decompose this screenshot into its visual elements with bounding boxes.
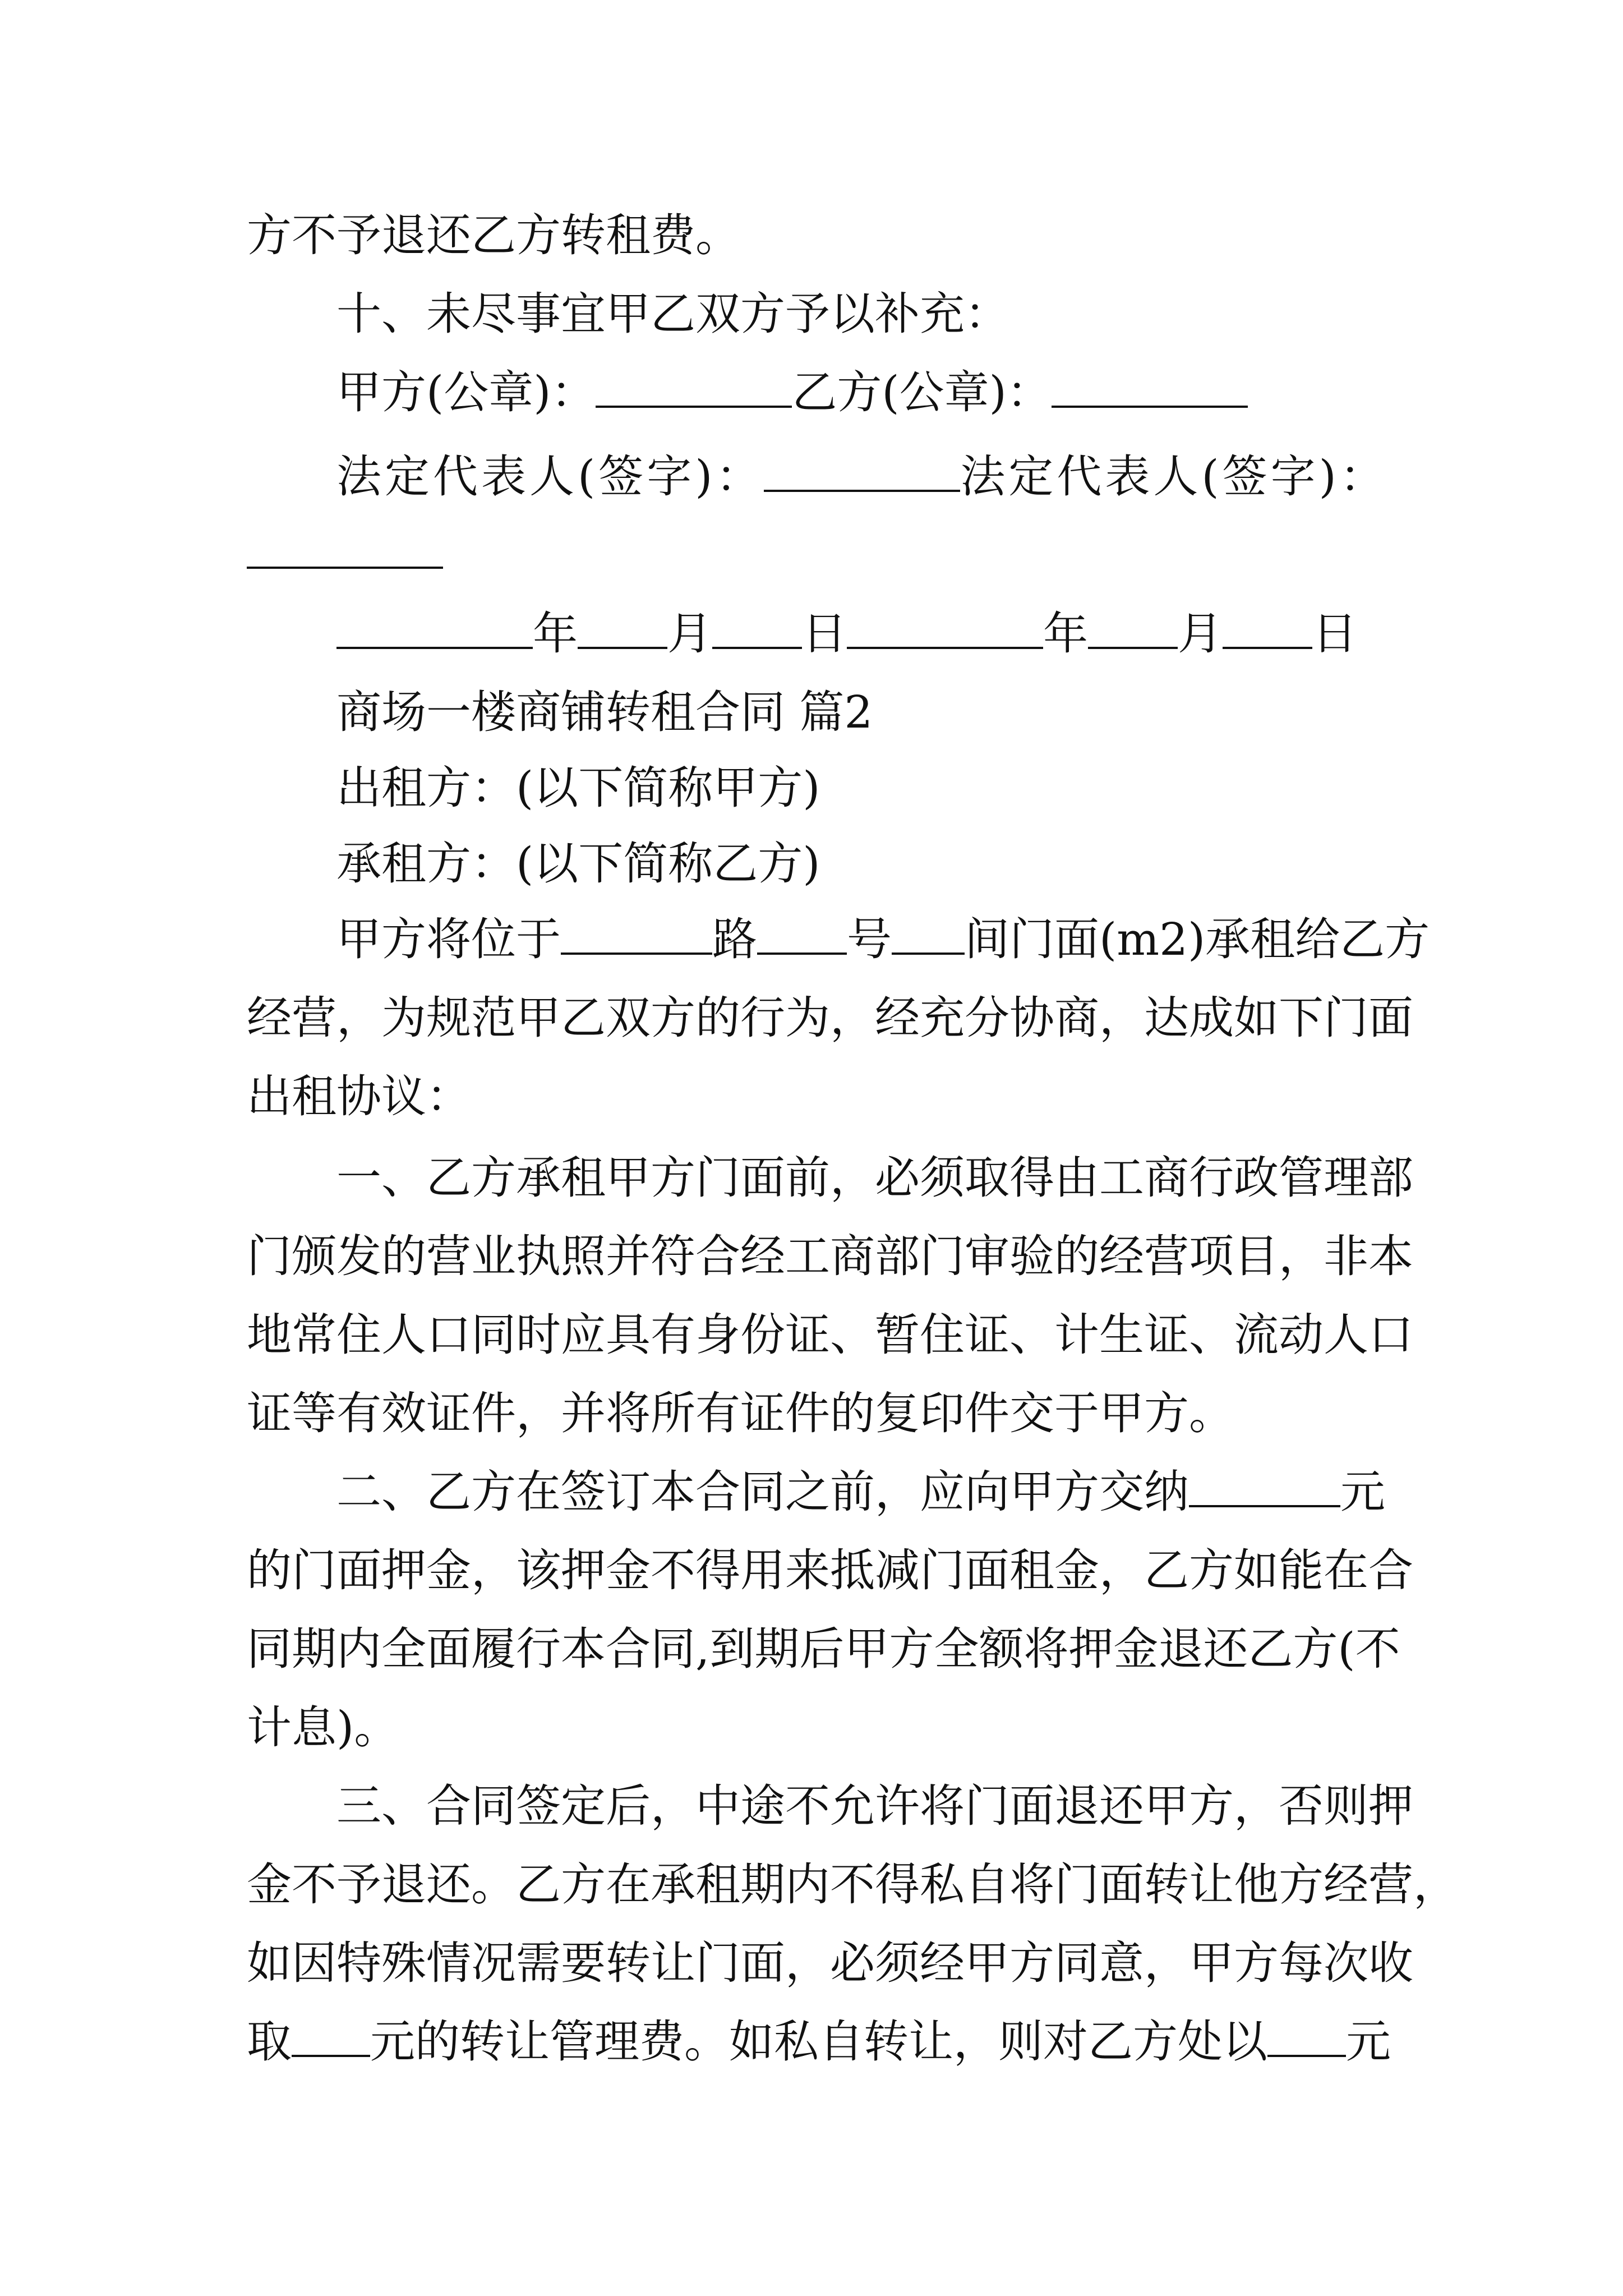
text-line: 地常住人口同时应具有身份证、暂住证、计生证、流动人口 xyxy=(247,1309,1413,1361)
lessee-line: 承租方：(以下简称乙方) xyxy=(336,838,820,890)
text-line: 一、乙方承租甲方门面前，必须取得由工商行政管理部 xyxy=(336,1152,1413,1204)
text-line xyxy=(336,912,1430,968)
blank-underline xyxy=(1052,367,1248,408)
text-line: 十、未尽事宜甲乙双方予以补充： xyxy=(336,288,1009,340)
blank-underline xyxy=(596,367,792,408)
text-line: 同期内全面履行本合同,到期后甲方全额将押金退还乙方(不 xyxy=(247,1623,1400,1675)
blank-underline xyxy=(892,914,965,955)
text-line xyxy=(336,1464,1385,1520)
signature-line-party xyxy=(336,365,1248,421)
blank-underline xyxy=(847,609,1043,649)
party-a-seal-label: 甲方(公章)： xyxy=(336,366,596,418)
day-label: 日 xyxy=(802,608,847,660)
year-label: 年 xyxy=(533,608,578,660)
month-label: 月 xyxy=(667,608,712,660)
text-span: 元 xyxy=(1346,2016,1391,2068)
year-label: 年 xyxy=(1043,608,1088,660)
text-line: 门颁发的营业执照并符合经工商部门审验的经营项目，非本 xyxy=(247,1230,1413,1282)
blank-underline xyxy=(578,609,667,649)
party-b-rep-label: 法定代表人(签字)： xyxy=(960,450,1388,503)
text-line: 如因特殊情况需要转让门面，必须经甲方同意，甲方每次收 xyxy=(247,1937,1413,1989)
blank-underline xyxy=(1267,2017,1346,2057)
text-span: 号 xyxy=(847,913,892,965)
blank-underline xyxy=(712,609,802,649)
text-line: 三、合同签定后，中途不允许将门面退还甲方，否则押 xyxy=(336,1780,1413,1832)
party-a-rep-label: 法定代表人(签字)： xyxy=(336,450,764,503)
blank-underline xyxy=(561,914,712,955)
blank-underline xyxy=(764,452,960,492)
text-span: 元 xyxy=(1340,1466,1385,1518)
signature-line-rep xyxy=(336,449,1388,505)
lessor-line: 出租方：(以下简称甲方) xyxy=(336,762,820,814)
text-line: 金不予退还。乙方在承租期内不得私自将门面转让他方经营， xyxy=(247,1858,1458,1911)
date-line xyxy=(336,606,1357,662)
day-label: 日 xyxy=(1312,608,1357,660)
text-line: 方不予退还乙方转租费。 xyxy=(247,209,740,261)
section-title: 商场一楼商铺转租合同 篇2 xyxy=(336,686,873,738)
text-line: 的门面押金，该押金不得用来抵减门面租金，乙方如能在合 xyxy=(247,1544,1413,1596)
text-span: 取 xyxy=(247,2016,292,2068)
blank-underline xyxy=(1189,1467,1340,1507)
text-span: 间门面(m2)承租给乙方 xyxy=(965,913,1430,965)
text-line: 计息)。 xyxy=(247,1701,399,1754)
blank-underline xyxy=(336,609,533,649)
blank-underline xyxy=(292,2017,370,2057)
blank-underline xyxy=(1223,609,1312,649)
text-span: 路 xyxy=(712,913,757,965)
text-line: 经营，为规范甲乙双方的行为，经充分协商，达成如下门面 xyxy=(247,992,1413,1044)
text-line xyxy=(247,2014,1391,2070)
blank-underline xyxy=(247,567,443,569)
blank-underline xyxy=(757,914,847,955)
blank-underline xyxy=(1088,609,1178,649)
month-label: 月 xyxy=(1178,608,1223,660)
text-span: 元的转让管理费。如私自转让，则对乙方处以 xyxy=(370,2016,1267,2068)
text-span: 甲方将位于 xyxy=(336,913,561,965)
text-line: 证等有效证件，并将所有证件的复印件交于甲方。 xyxy=(247,1387,1234,1439)
text-line: 出租协议： xyxy=(247,1070,471,1122)
party-b-seal-label: 乙方(公章)： xyxy=(792,366,1052,418)
text-span: 二、乙方在签订本合同之前，应向甲方交纳 xyxy=(336,1466,1189,1518)
